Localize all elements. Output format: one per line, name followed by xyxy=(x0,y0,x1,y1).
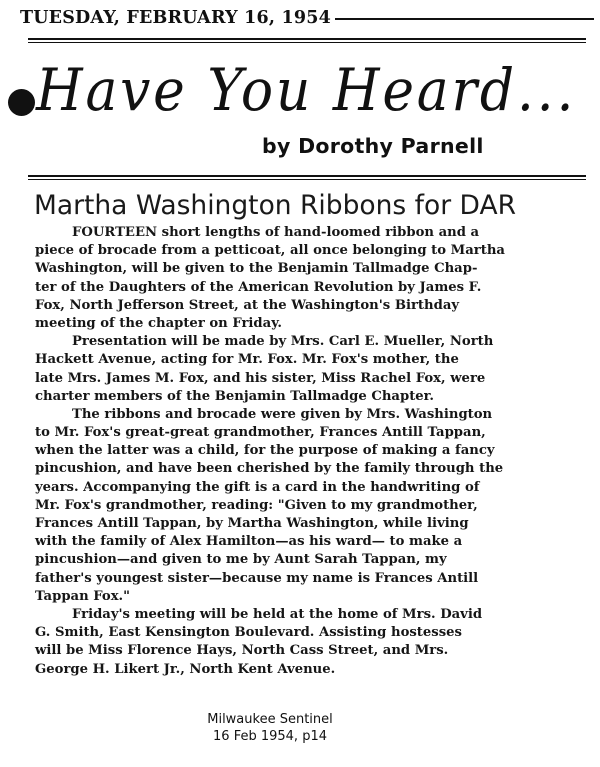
source-publication: Milwaukee Sentinel xyxy=(207,712,333,727)
column-byline: by Dorothy Parnell xyxy=(262,134,484,158)
article-body xyxy=(35,224,589,679)
article-line: meeting of the chapter on Friday. xyxy=(35,315,282,331)
article-line: Mr. Fox's grandmother, reading: "Given to my grandmother, xyxy=(35,497,478,513)
header-bottom-rule xyxy=(28,175,586,177)
article-line: Presentation will be made by Mrs. Carl E. Mueller, North xyxy=(72,334,494,350)
column-title: Have You Heard... xyxy=(36,56,577,124)
article-line: G. Smith, East Kensington Boulevard. Assisting hostesses xyxy=(35,625,462,641)
article-line: father's youngest sister—because my name is Frances Antill xyxy=(35,570,479,586)
article-line: pincushion, and have been cherished by the family through the xyxy=(35,461,504,477)
header-top-rule-thin xyxy=(28,42,586,43)
dateline: TUESDAY, FEBRUARY 16, 1954 xyxy=(20,8,331,28)
article-line: with the family of Alex Hamilton—as his ward— to make a xyxy=(35,534,463,550)
article-line: years. Accompanying the gift is a card in the handwriting of xyxy=(35,479,480,495)
article-line: Friday's meeting will be held at the home of Mrs. David xyxy=(72,606,483,622)
article-line: piece of brocade from a petticoat, all once belonging to Martha xyxy=(35,243,505,259)
article-line: Tappan Fox." xyxy=(35,588,131,604)
dateline-rule xyxy=(335,18,594,20)
article-line: George H. Likert Jr., North Kent Avenue. xyxy=(35,661,336,677)
article-line: charter members of the Benjamin Tallmadge Chapter. xyxy=(35,388,435,404)
source-citation: 16 Feb 1954, p14 xyxy=(213,729,327,744)
article-line: Washington, will be given to the Benjamin Tallmadge Chap- xyxy=(35,261,478,277)
article-line: will be Miss Florence Hays, North Cass Street, and Mrs. xyxy=(35,643,449,659)
dateline-row xyxy=(20,6,594,30)
article-headline: Martha Washington Ribbons for DAR xyxy=(34,190,516,221)
article-line: Fox, North Jefferson Street, at the Washington's Birthday xyxy=(35,297,460,313)
article-line: ter of the Daughters of the American Revolution by James F. xyxy=(35,279,482,295)
article-line: late Mrs. James M. Fox, and his sister, Miss Rachel Fox, were xyxy=(35,370,486,386)
article-line: Hackett Avenue, acting for Mr. Fox. Mr. Fox's mother, the xyxy=(35,352,459,368)
article-line: to Mr. Fox's great-great grandmother, Frances Antill Tappan, xyxy=(35,425,486,441)
header-bottom-rule-thin xyxy=(28,179,586,180)
header-top-rule xyxy=(28,38,586,40)
article-line: pincushion—and given to me by Aunt Sarah Tappan, my xyxy=(35,552,447,568)
article-line: FOURTEEN short lengths of hand-loomed ribbon and a xyxy=(72,225,480,240)
bullet-dot-icon xyxy=(8,89,35,116)
article-line: Frances Antill Tappan, by Martha Washington, while living xyxy=(35,516,469,531)
article-line: when the latter was a child, for the purpose of making a fancy xyxy=(35,443,495,459)
article-line: The ribbons and brocade were given by Mrs. Washington xyxy=(72,406,493,422)
